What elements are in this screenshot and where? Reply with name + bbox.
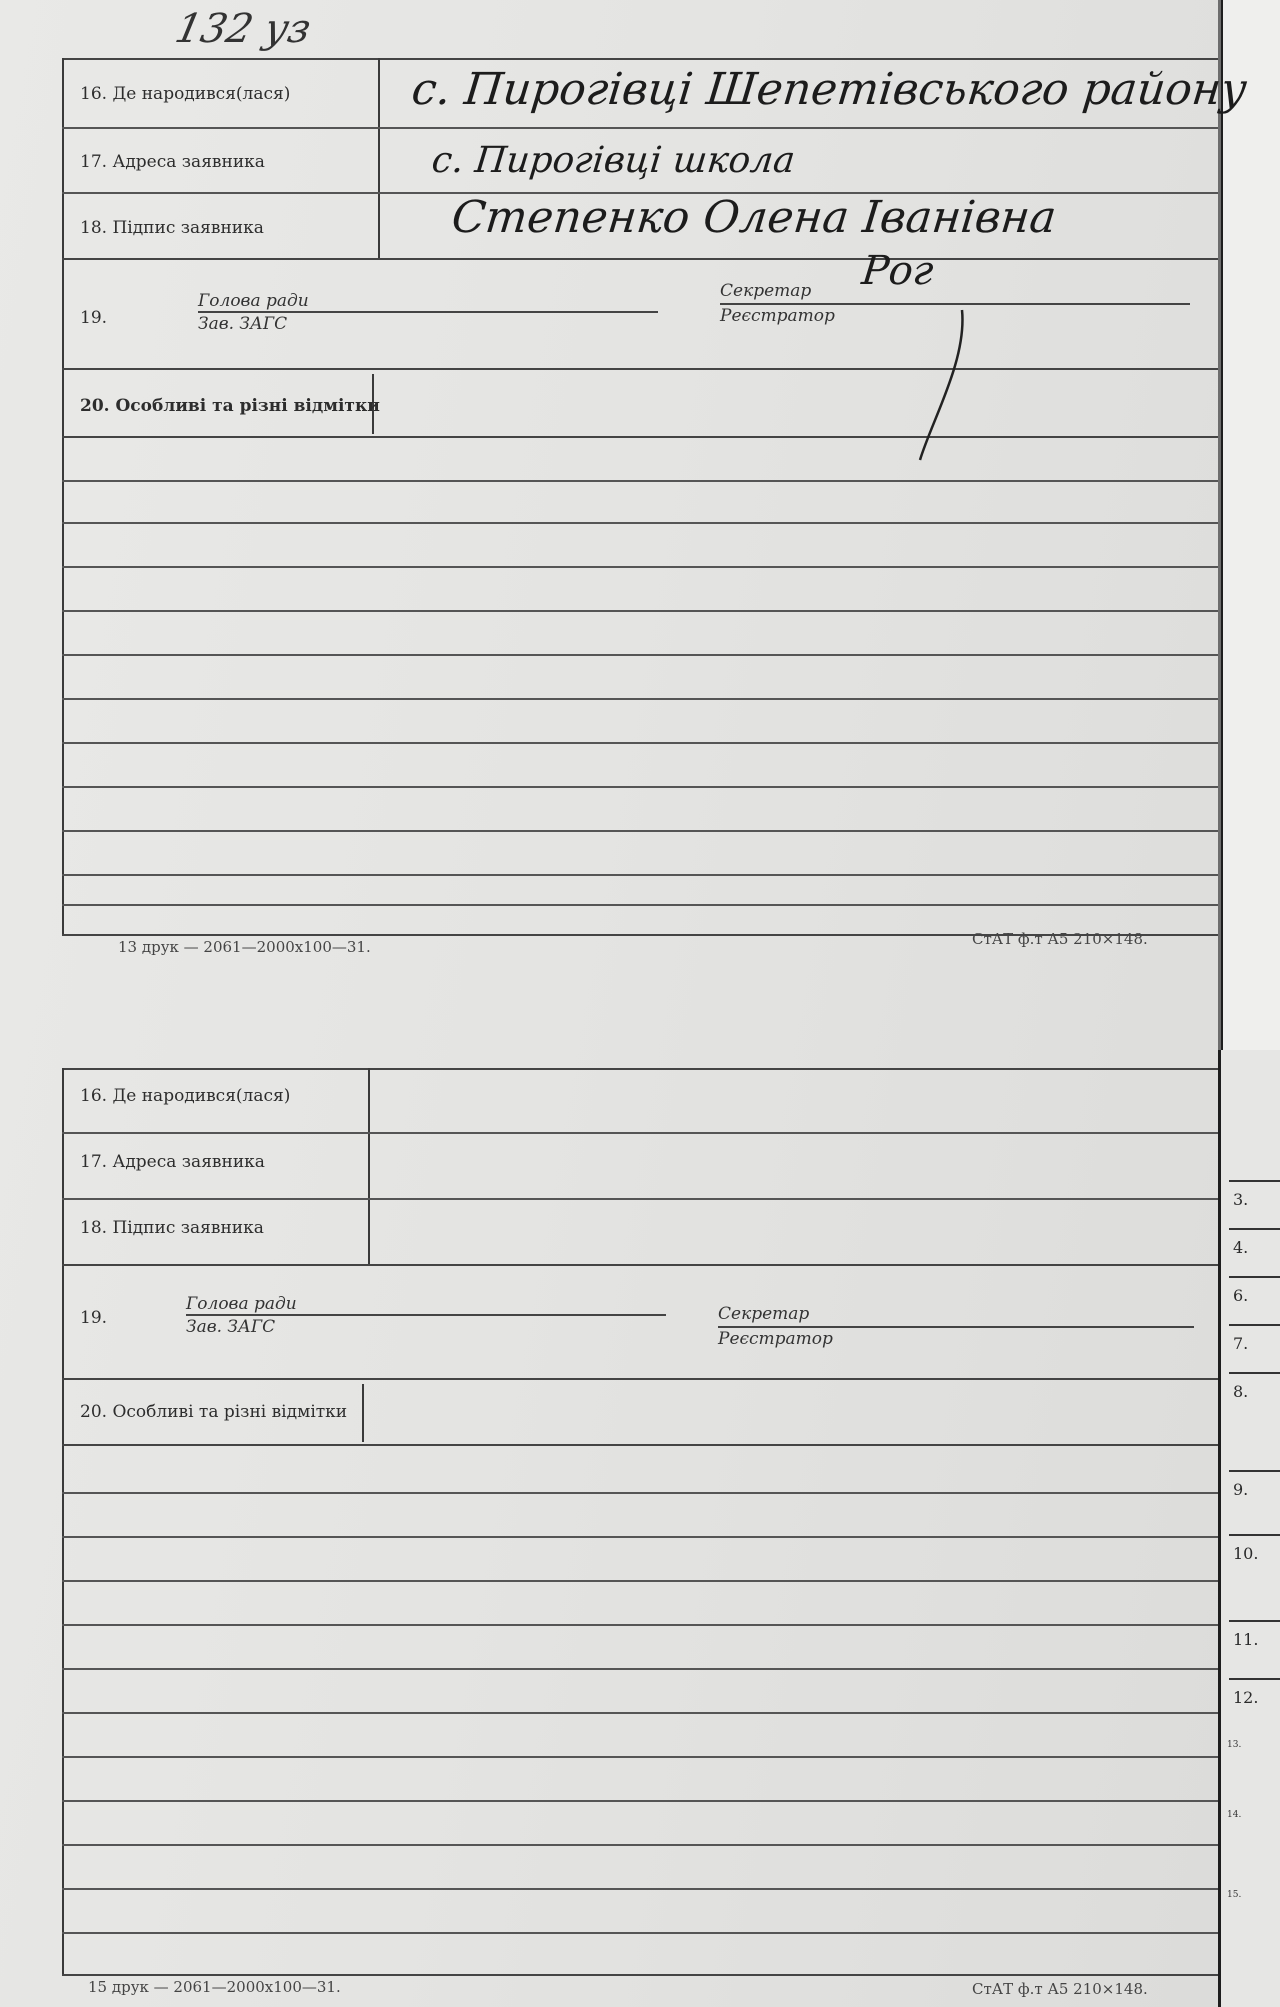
adjacent-row: 12.: [1229, 1678, 1280, 1707]
field-label-address: 17. Адреса заявника: [80, 152, 265, 172]
ruled-line: [62, 874, 1218, 876]
column-divider: [362, 1384, 364, 1442]
handwritten-birthplace: с. Пирогівці Шепетівського району: [409, 64, 1250, 115]
registrar-label: Реєстратор: [720, 306, 835, 326]
row-divider: [62, 258, 1218, 260]
ruled-line: [62, 654, 1218, 656]
form-border-top: [62, 58, 1218, 60]
signature-stroke: [842, 280, 1002, 480]
ruled-line: [62, 698, 1218, 700]
adjacent-row: 9.: [1229, 1470, 1280, 1499]
row-divider: [62, 436, 1218, 438]
ruled-line: [62, 904, 1218, 906]
field-label-address: 17. Адреса заявника: [80, 1152, 265, 1172]
signature-line: [186, 1314, 666, 1316]
registrar-label: Реєстратор: [718, 1329, 833, 1349]
form-top: [62, 58, 1250, 956]
registry-head-label: Зав. ЗАГС: [198, 314, 288, 334]
head-of-council-label: Голова ради: [186, 1294, 297, 1314]
ruled-line: [62, 1668, 1218, 1670]
adjacent-note: 15.: [1227, 1890, 1242, 1900]
adjacent-page: [1218, 1050, 1280, 2007]
field-label-birthplace: 16. Де народився(лася): [80, 1086, 291, 1106]
field-label-birthplace: 16. Де народився(лася): [80, 84, 291, 104]
ruled-line: [62, 1712, 1218, 1714]
form-border-bottom: [62, 1974, 1218, 1976]
ruled-line: [62, 566, 1218, 568]
row-divider: [62, 1198, 1218, 1200]
ruled-line: [62, 786, 1218, 788]
ruled-line: [62, 1844, 1218, 1846]
adjacent-page-top: [1221, 0, 1280, 1050]
form-border-top: [62, 1068, 1218, 1070]
ruled-line: [62, 1580, 1218, 1582]
column-divider: [368, 1068, 370, 1264]
handwritten-applicant-signature: Степенко Олена Іванівна: [449, 192, 1059, 243]
adjacent-row: 3.: [1229, 1180, 1280, 1209]
row-divider: [62, 1132, 1218, 1134]
secretary-label: Секретар: [718, 1304, 810, 1324]
signature-line: [198, 311, 658, 313]
field-label-notes: 20. Особливі та різні відмітки: [80, 1402, 348, 1422]
adjacent-note: 13.: [1227, 1740, 1242, 1750]
adjacent-row: 6.: [1229, 1276, 1280, 1305]
field-label-19: 19.: [80, 1308, 108, 1328]
ruled-line: [62, 610, 1218, 612]
row-divider: [62, 1264, 1218, 1266]
adjacent-row: 4.: [1229, 1228, 1280, 1257]
ruled-line: [62, 480, 1218, 482]
column-divider: [378, 58, 380, 258]
field-label-signature: 18. Підпис заявника: [80, 218, 264, 238]
ruled-line: [62, 1492, 1218, 1494]
ruled-line: [62, 522, 1218, 524]
adjacent-row: 10.: [1229, 1534, 1280, 1563]
handwritten-address: с. Пирогівці школа: [429, 140, 797, 181]
official-signature: Рог: [859, 248, 936, 294]
ruled-line: [62, 1888, 1218, 1890]
secretary-label: Секретар: [720, 281, 812, 301]
row-divider: [62, 1378, 1218, 1380]
archive-number: 132 уз: [171, 6, 315, 52]
head-of-council-label: Голова ради: [198, 291, 309, 311]
form-border-left: [62, 58, 64, 934]
form-bottom: [62, 1068, 1218, 1998]
registry-head-label: Зав. ЗАГС: [186, 1317, 276, 1337]
form-code: СтАТ ф.т А5 210×148.: [972, 930, 1148, 948]
row-divider: [62, 127, 1218, 129]
adjacent-row: 8.: [1229, 1372, 1280, 1401]
ruled-line: [62, 1932, 1218, 1934]
ruled-line: [62, 742, 1218, 744]
ruled-line: [62, 1800, 1218, 1802]
adjacent-row: 7.: [1229, 1324, 1280, 1353]
ruled-line: [62, 830, 1218, 832]
form-code: СтАТ ф.т А5 210×148.: [972, 1980, 1148, 1998]
form-border-left: [62, 1068, 64, 1976]
field-label-signature: 18. Підпис заявника: [80, 1218, 264, 1238]
ruled-line: [62, 1624, 1218, 1626]
row-divider: [62, 1444, 1218, 1446]
row-divider: [62, 368, 1218, 370]
ruled-line: [62, 1756, 1218, 1758]
field-label-notes: 20. Особливі та різні відмітки: [80, 396, 380, 416]
field-label-19: 19.: [80, 308, 108, 328]
adjacent-row: 11.: [1229, 1620, 1280, 1649]
adjacent-note: 14.: [1227, 1810, 1242, 1820]
print-info: 15 друк — 2061—2000х100—31.: [88, 1978, 341, 1996]
signature-line: [718, 1326, 1194, 1328]
ruled-line: [62, 1536, 1218, 1538]
print-info: 13 друк — 2061—2000х100—31.: [118, 938, 371, 956]
